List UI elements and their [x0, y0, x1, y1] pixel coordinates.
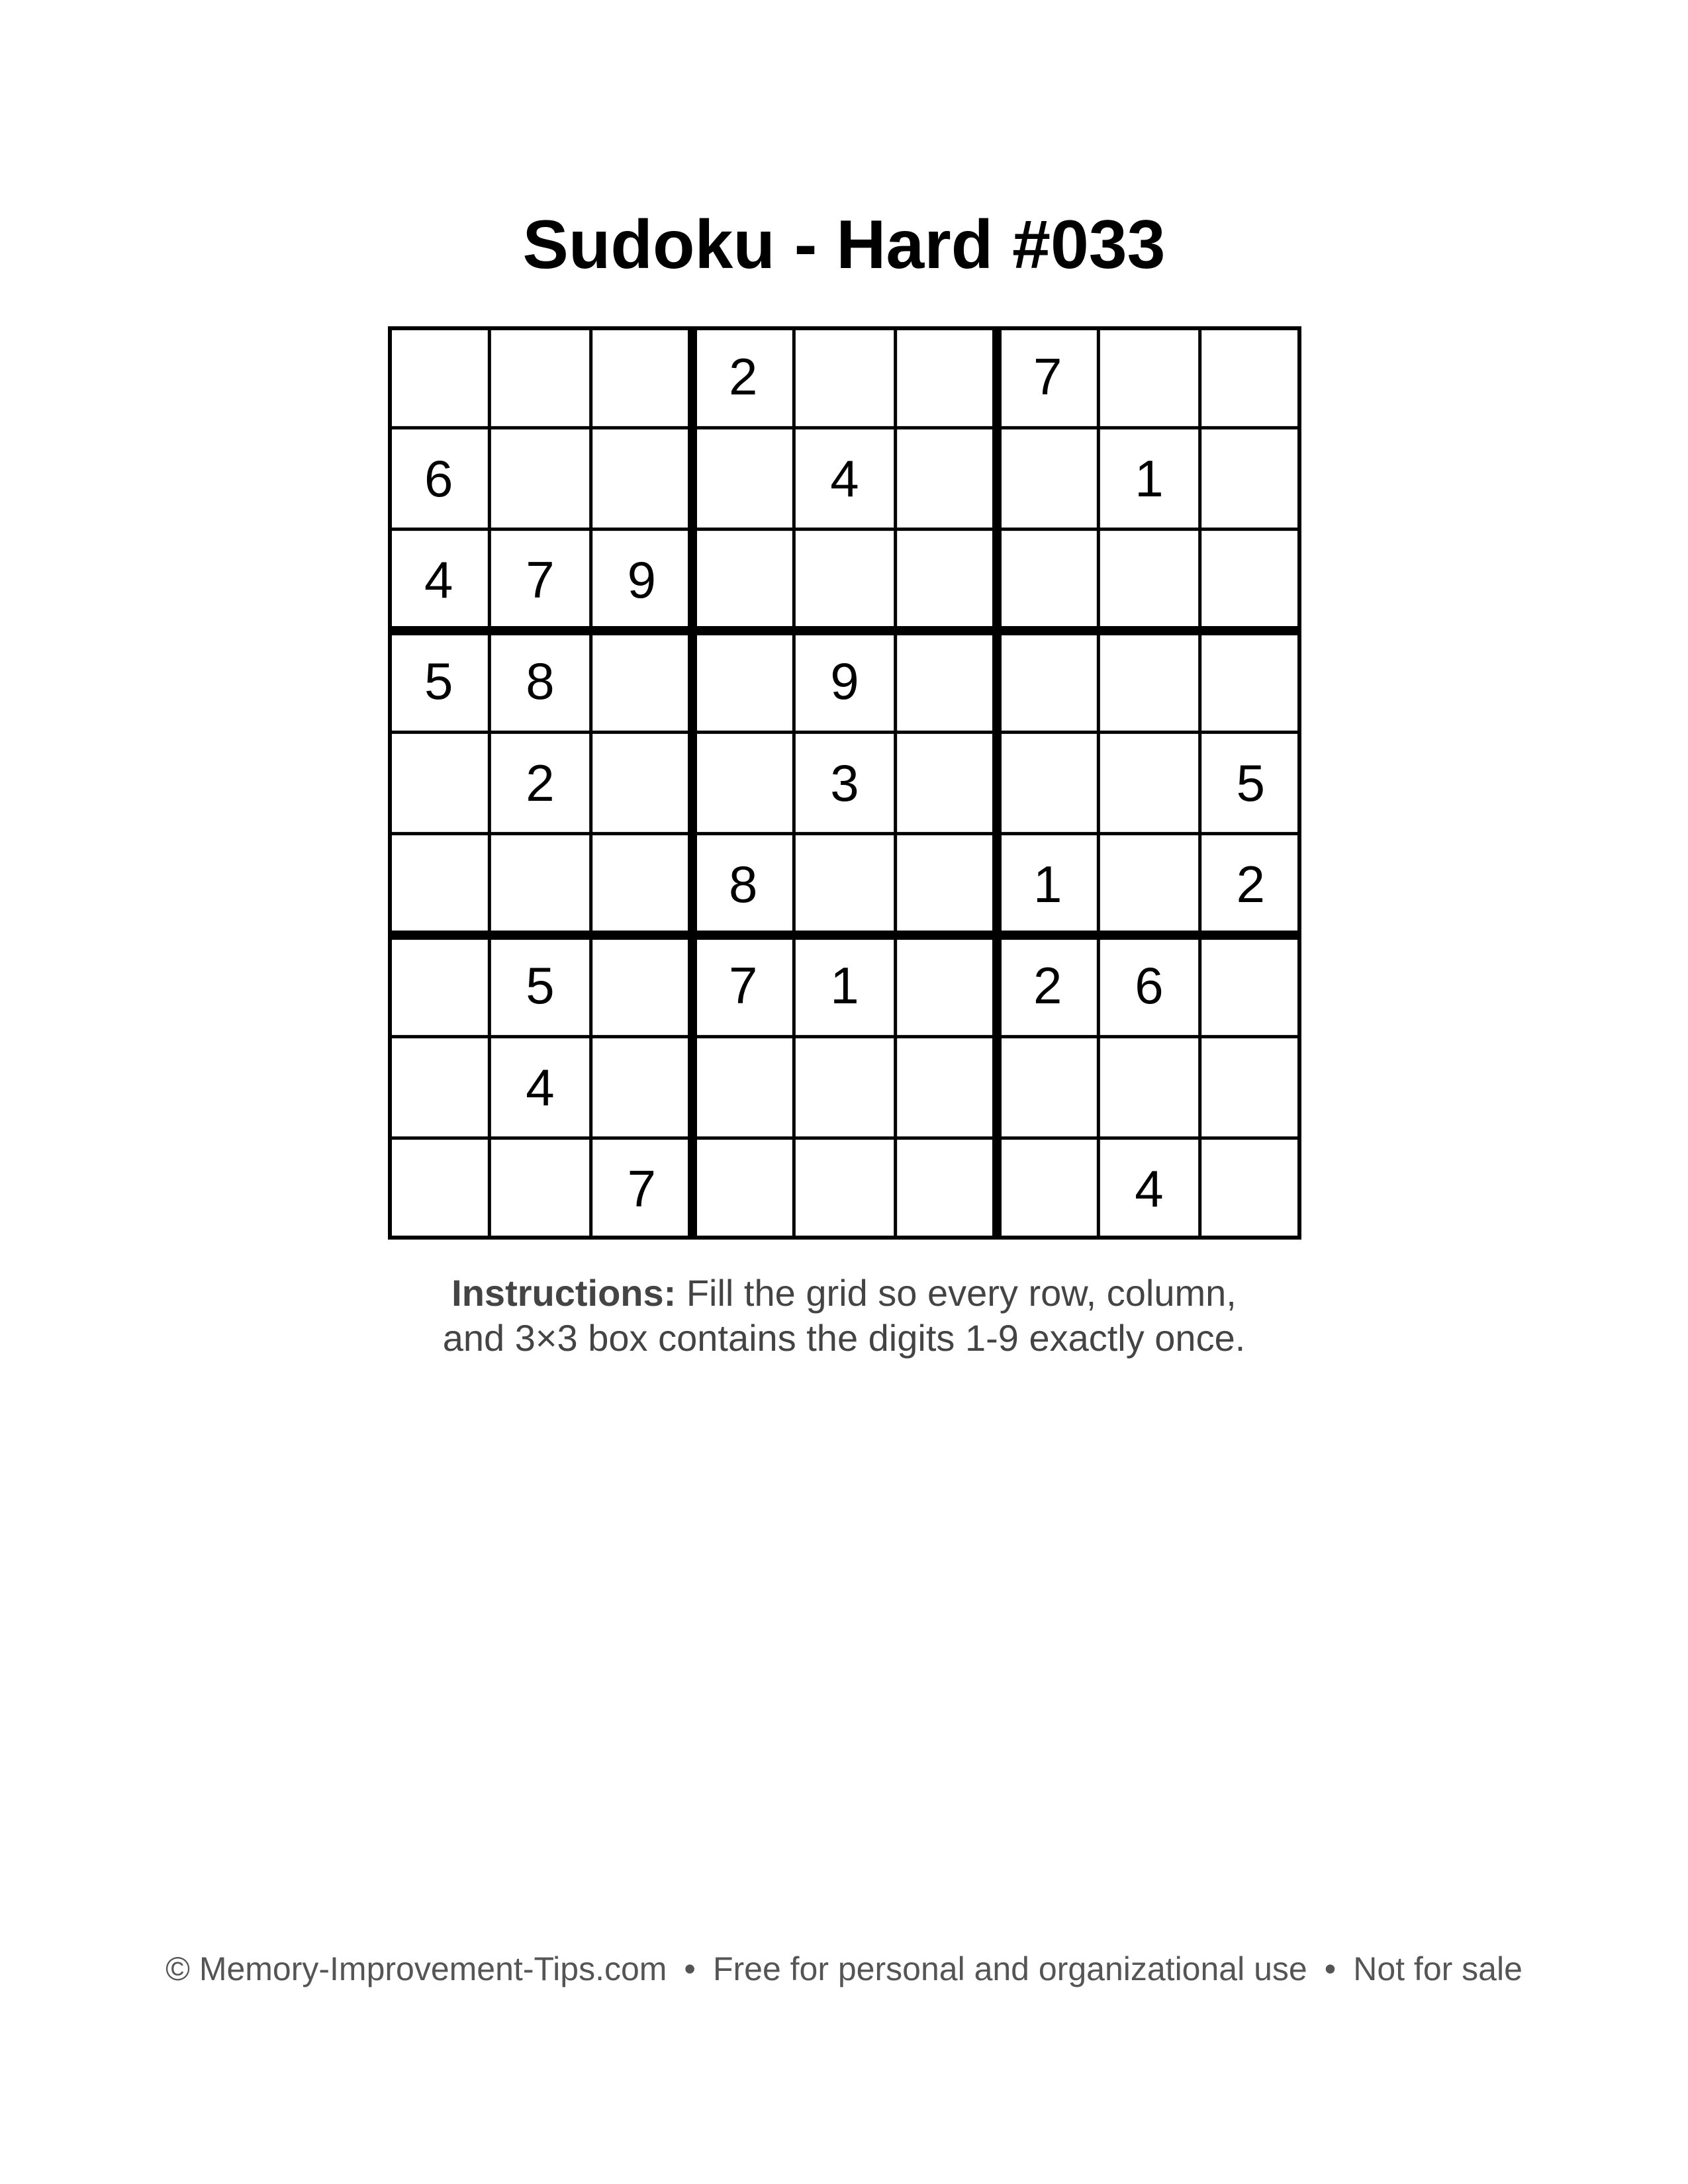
- empty-cell: [693, 1037, 794, 1138]
- empty-cell: [693, 529, 794, 630]
- empty-cell: [591, 631, 692, 732]
- empty-cell: [591, 1037, 692, 1138]
- empty-cell: [998, 631, 1098, 732]
- empty-cell: [1099, 327, 1199, 428]
- given-cell: 3: [830, 753, 859, 812]
- empty-cell: [591, 834, 692, 934]
- empty-cell: [389, 733, 489, 833]
- given-cell: 6: [424, 449, 453, 508]
- empty-cell: [389, 936, 489, 1036]
- empty-cell: [896, 1138, 996, 1239]
- page-title: Sudoku - Hard #033: [522, 206, 1166, 283]
- given-cell: 1: [1135, 449, 1164, 508]
- empty-cell: [896, 733, 996, 833]
- given-cell: 9: [627, 550, 657, 609]
- empty-cell: [998, 1037, 1098, 1138]
- empty-cell: [794, 327, 895, 428]
- given-cell: 8: [526, 652, 555, 711]
- empty-cell: [1099, 631, 1199, 732]
- empty-cell: [998, 529, 1098, 630]
- given-cell: 7: [526, 550, 555, 609]
- empty-cell: [490, 327, 590, 428]
- empty-cell: [490, 834, 590, 934]
- empty-cell: [389, 1037, 489, 1138]
- empty-cell: [591, 936, 692, 1036]
- empty-cell: [794, 1037, 895, 1138]
- empty-cell: [1200, 428, 1301, 529]
- sudoku-grid: [388, 326, 1301, 1240]
- empty-cell: [490, 428, 590, 529]
- given-cell: 2: [1236, 854, 1266, 913]
- empty-cell: [693, 631, 794, 732]
- empty-cell: [1200, 1037, 1301, 1138]
- given-cell: 4: [424, 550, 453, 609]
- given-cell: 4: [830, 449, 859, 508]
- empty-cell: [998, 1138, 1098, 1239]
- empty-cell: [896, 631, 996, 732]
- given-cell: 2: [728, 347, 758, 406]
- instructions: [0, 1271, 1688, 1361]
- empty-cell: [896, 936, 996, 1036]
- given-cell: 4: [1135, 1159, 1164, 1218]
- footer-sale: Not for sale: [1353, 1950, 1523, 1987]
- empty-cell: [1099, 1037, 1199, 1138]
- footer-license: Free for personal and organizational use: [712, 1950, 1307, 1987]
- empty-cell: [1099, 529, 1199, 630]
- sudoku-cells: [388, 326, 1301, 1240]
- empty-cell: [389, 327, 489, 428]
- instructions-line-1: [0, 1271, 1688, 1316]
- empty-cell: [1099, 733, 1199, 833]
- empty-cell: [896, 1037, 996, 1138]
- empty-cell: [896, 327, 996, 428]
- given-cell: 7: [1033, 347, 1062, 406]
- empty-cell: [896, 529, 996, 630]
- instructions-label: Instructions:: [451, 1272, 677, 1314]
- given-cell: 2: [1033, 956, 1062, 1015]
- given-cell: 1: [830, 956, 859, 1015]
- empty-cell: [896, 834, 996, 934]
- footer: [0, 1946, 1688, 1992]
- given-cell: 7: [627, 1159, 657, 1218]
- instructions-text-1: Fill the grid so every row, column,: [676, 1272, 1237, 1314]
- given-cell: 6: [1135, 956, 1164, 1015]
- empty-cell: [998, 733, 1098, 833]
- empty-cell: [896, 428, 996, 529]
- given-cell: 2: [526, 753, 555, 812]
- empty-cell: [794, 834, 895, 934]
- given-cell: 5: [526, 956, 555, 1015]
- empty-cell: [389, 834, 489, 934]
- empty-cell: [1200, 529, 1301, 630]
- empty-cell: [490, 1138, 590, 1239]
- empty-cell: [794, 529, 895, 630]
- empty-cell: [1099, 834, 1199, 934]
- empty-cell: [591, 428, 692, 529]
- empty-cell: [693, 428, 794, 529]
- given-cell: 1: [1033, 854, 1062, 913]
- empty-cell: [1200, 327, 1301, 428]
- empty-cell: [998, 428, 1098, 529]
- empty-cell: [591, 733, 692, 833]
- given-cell: 4: [526, 1058, 555, 1116]
- footer-separator: •: [684, 1950, 696, 1987]
- instructions-text-2: and 3×3 box contains the digits 1-9 exactly once.: [442, 1317, 1246, 1359]
- empty-cell: [693, 1138, 794, 1239]
- footer-separator: •: [1324, 1950, 1336, 1987]
- empty-cell: [389, 1138, 489, 1239]
- given-cell: 5: [1236, 753, 1266, 812]
- given-cell: 9: [830, 652, 859, 711]
- empty-cell: [794, 1138, 895, 1239]
- given-cell: 7: [728, 956, 758, 1015]
- given-cell: 5: [424, 652, 453, 711]
- empty-cell: [1200, 936, 1301, 1036]
- given-cell: 8: [728, 854, 758, 913]
- empty-cell: [1200, 631, 1301, 732]
- empty-cell: [693, 733, 794, 833]
- empty-cell: [1200, 1138, 1301, 1239]
- footer-copyright: © Memory-Improvement-Tips.com: [165, 1950, 667, 1987]
- empty-cell: [591, 327, 692, 428]
